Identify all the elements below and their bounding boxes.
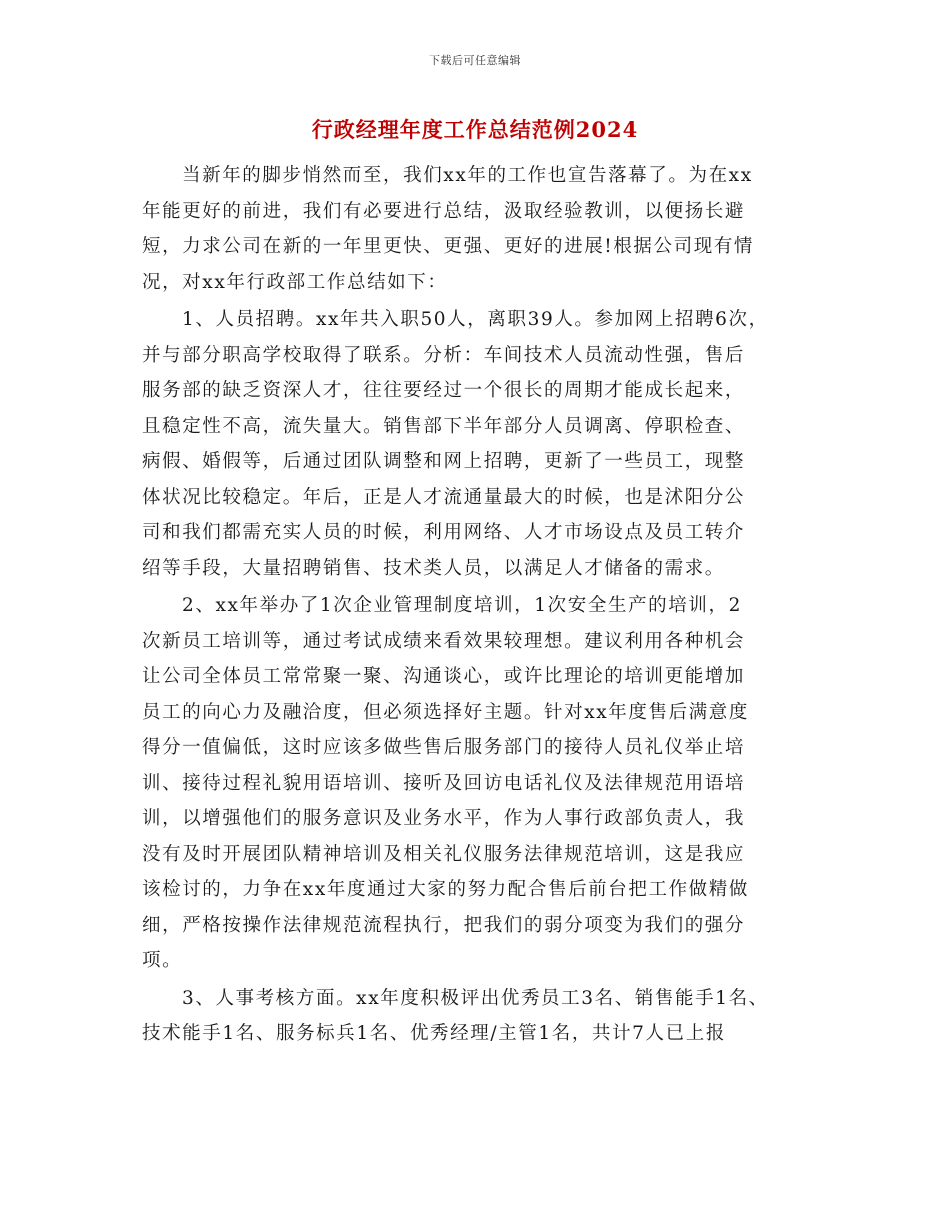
text-line: 服务部的缺乏资深人才，往往要经过一个很长的周期才能成长起来， bbox=[142, 380, 746, 401]
text-line: 让公司全体员工常常聚一聚、沟通谈心，或许比理论的培训更能增加 bbox=[142, 666, 746, 687]
text-line: 并与部分职高学校取得了联系。分析：车间技术人员流动性强，售后 bbox=[142, 344, 746, 366]
paragraph-assessment bbox=[142, 981, 832, 1052]
text-line: 当新年的脚步悄然而至，我们xx年的工作也宣告落幕了。为在xx bbox=[182, 165, 753, 186]
document-title: 行政经理年度工作总结范例2024 bbox=[311, 117, 639, 142]
text-line: 得分一值偏低，这时应该多做些售后服务部门的接待人员礼仪举止培 bbox=[142, 737, 746, 758]
text-line: 司和我们都需充实人员的时候，利用网络、人才市场设点及员工转介 bbox=[142, 522, 746, 543]
text-line: 项。 bbox=[142, 950, 183, 971]
text-line: 员工的向心力及融洽度，但必须选择好主题。针对xx年度售后满意度 bbox=[142, 701, 749, 723]
paragraph-recruitment bbox=[142, 302, 832, 586]
text-line: 1、人员招聘。xx年共入职50人，离职39人。参加网上招聘6次， bbox=[182, 309, 769, 330]
text-line: 绍等手段，大量招聘销售、技术类人员，以满足人才储备的需求。 bbox=[142, 557, 725, 579]
text-line: 训、接待过程礼貌用语培训、接听及回访电话礼仪及法律规范用语培 bbox=[142, 772, 746, 794]
text-line: 技术能手1名、服务标兵1名、优秀经理/主管1名，共计7人已上报 bbox=[142, 1023, 726, 1044]
paragraph-intro bbox=[142, 158, 832, 300]
text-line: 且稳定性不高，流失量大。销售部下半年部分人员调离、停职检查、 bbox=[142, 415, 746, 437]
text-line: 2、xx年举办了1次企业管理制度培训，1次安全生产的培训，2 bbox=[182, 595, 742, 616]
paragraph-training bbox=[142, 588, 832, 979]
document-body bbox=[142, 158, 832, 1052]
text-line: 没有及时开展团队精神培训及相关礼仪服务法律规范培训，这是我应 bbox=[142, 843, 746, 865]
text-line: 次新员工培训等，通过考试成绩来看效果较理想。建议利用各种机会 bbox=[142, 630, 746, 652]
text-line: 细，严格按操作法律规范流程执行，把我们的弱分项变为我们的强分 bbox=[142, 914, 746, 936]
header-note: 下载后可任意编辑 bbox=[429, 54, 521, 67]
text-line: 短，力求公司在新的一年里更快、更强、更好的进展!根据公司现有情 bbox=[142, 236, 755, 257]
text-line: 该检讨的，力争在xx年度通过大家的努力配合售后前台把工作做精做 bbox=[142, 879, 749, 900]
text-line: 训，以增强他们的服务意识及业务水平，作为人事行政部负责人，我 bbox=[142, 808, 746, 829]
text-line: 况，对xx年行政部工作总结如下： bbox=[142, 271, 448, 293]
text-line: 体状况比较稳定。年后，正是人才流通量最大的时候，也是沭阳分公 bbox=[142, 486, 746, 508]
text-line: 3、人事考核方面。xx年度积极评出优秀员工3名、销售能手1名、 bbox=[182, 987, 769, 1009]
text-line: 年能更好的前进，我们有必要进行总结，汲取经验教训，以便扬长避 bbox=[142, 200, 746, 222]
text-line: 病假、婚假等，后通过团队调整和网上招聘，更新了一些员工，现整 bbox=[142, 451, 746, 472]
